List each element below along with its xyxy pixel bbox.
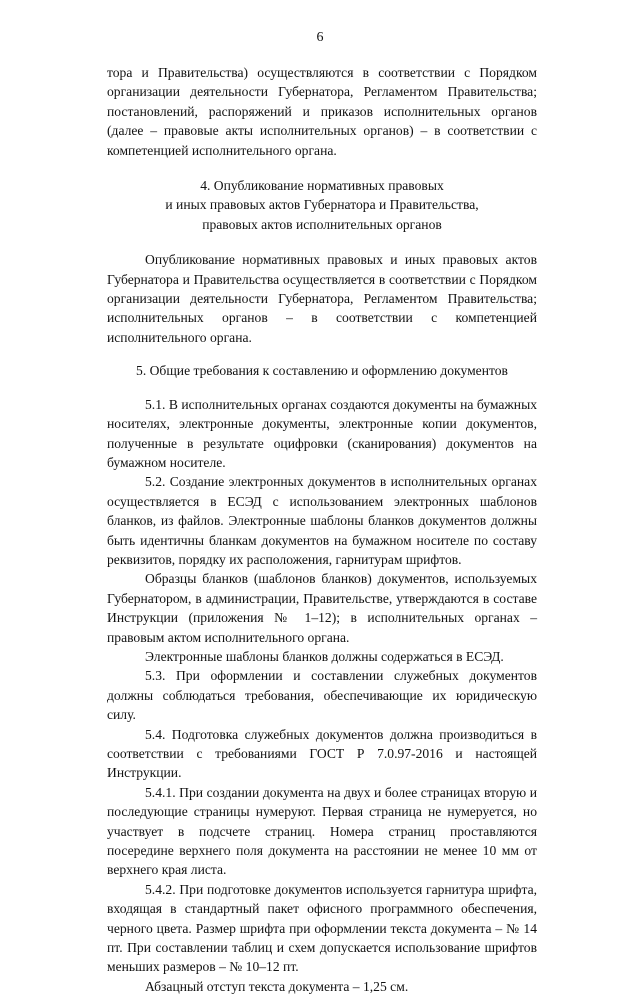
section-4-paragraph: Опубликование нормативных правовых и иных правовых актов Губернатора и Правительства осуществляется в соответствии с Порядком организации деятельности Губернатора, Регламентом Правительства; исполнительных органов – в соответствии с компетенцией исполнительного органа. bbox=[107, 252, 537, 345]
paragraph-indent: Абзацный отступ текста документа – 1,25 см. bbox=[145, 978, 409, 994]
section-4-heading-line: правовых актов исполнительных органов bbox=[202, 216, 442, 232]
paragraph-5-4-1: 5.4.1. При создании документа на двух и более страницах вторую и последующие страницы нумеруют. Первая страница не нумеруется, но участвует в подсчете страниц. Номера страниц проставляются посередине верхнего поля документа на расстоянии не менее 10 мм от верхнего края листа. bbox=[107, 784, 537, 878]
section-4-heading-line: и иных правовых актов Губернатора и Правительства, bbox=[165, 197, 479, 213]
page-number: 6 bbox=[316, 30, 324, 45]
paragraph-esed-templates: Электронные шаблоны бланков должны содержаться в ЕСЭД. bbox=[145, 648, 504, 664]
paragraph-5-4: 5.4. Подготовка служебных документов должна производиться в соответствии с требованиями ГОСТ Р 7.0.97-2016 и настоящей Инструкции. bbox=[107, 726, 537, 781]
section-4-heading-line: 4. Опубликование нормативных правовых bbox=[200, 178, 444, 194]
section-4-heading bbox=[107, 176, 537, 234]
section-5-heading: 5. Общие требования к составлению и оформлению документов bbox=[136, 363, 508, 379]
paragraph-5-1: 5.1. В исполнительных органах создаются документы на бумажных носителях, электронные документы, электронные копии документов, полученные в результате оцифровки (сканирования) документов на бумажном носителе. bbox=[107, 396, 537, 470]
paragraph-5-2: 5.2. Создание электронных документов в исполнительных органах осуществляется в ЕСЭД с использованием электронных шаблонов бланков, из файлов. Электронные шаблоны бланков документов должны быть идентичны бланкам документов на бумажном носителе по составу реквизитов, порядку их расположения, гарнитурам шрифтов. bbox=[107, 474, 537, 567]
paragraph-5-4-2: 5.4.2. При подготовке документов используется гарнитура шрифта, входящая в стандартный пакет офисного программного обеспечения, черного цвета. Размер шрифта при оформлении текста документа – № 14 пт. При составлении таблиц и схем допускается использование шрифтов меньших размеров – № 10–12 пт. bbox=[107, 881, 537, 975]
paragraph-blank-samples: Образцы бланков (шаблонов бланков) документов, используемых Губернатором, в администрации, Правительстве, утверждаются в составе Инструкции (приложения № 1–12); в исполнительных органах – правовым актом исполнительного органа. bbox=[107, 571, 537, 645]
document-body bbox=[107, 63, 537, 996]
paragraph-continuation: тора и Правительства) осуществляются в соответствии с Порядком организации деятельности Губернатора, Регламентом Правительства; постановлений, распоряжений и приказов исполнительных органов (далее – правовые акты исполнительных органов) – в соответствии с компетенцией исполнительного органа. bbox=[107, 65, 537, 158]
paragraph-5-3: 5.3. При оформлении и составлении служебных документов должны соблюдаться требования, обеспечивающие их юридическую силу. bbox=[107, 668, 537, 723]
